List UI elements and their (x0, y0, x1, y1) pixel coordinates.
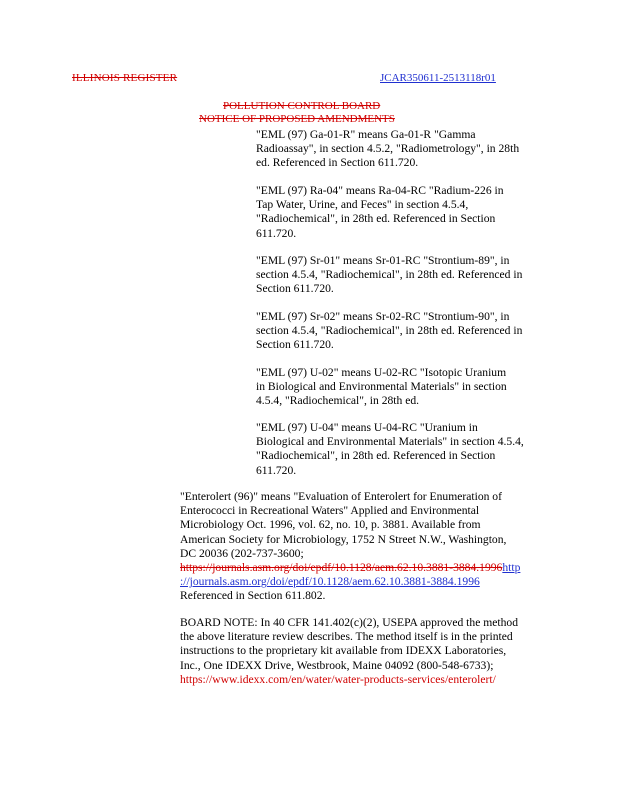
definition-line: 611.720. (256, 463, 297, 477)
definition-line: in Biological and Environmental Materials" in section (256, 380, 507, 394)
board-note (180, 616, 580, 687)
board-note-line: Inc., One IDEXX Drive, Westbrook, Maine 04092 (800-548-6733); (180, 658, 494, 672)
deleted-url-link[interactable]: https://journals.asm.org/doi/epdf/10.1128/aem.62.10.3881-3884.1996 (180, 561, 503, 575)
definition-eml-u-04 (256, 421, 556, 478)
definition-line: "EML (97) Sr-02" means Sr-02-RC "Strontium-90", in (256, 310, 510, 323)
definition-line: Radioassay", in section 4.5.2, "Radiometrology", in 28th (256, 142, 520, 156)
definition-line: "EML (97) Ga-01-R" means Ga-01-R "Gamma (256, 128, 476, 141)
definition-line: "Enterolert (96)" means "Evaluation of Enterolert for Enumeration of (180, 490, 502, 503)
definition-line: "EML (97) U-04" means U-04-RC "Uranium in (256, 421, 478, 434)
definition-eml-sr-01 (256, 254, 556, 297)
definition-line: section 4.5.4, "Radiochemical", in 28th ed. Referenced in (256, 324, 523, 338)
definition-line: "Radiochemical", in 28th ed. Referenced in Section (256, 212, 496, 226)
definition-line: "Radiochemical", in 28th ed. Referenced in Section (256, 449, 496, 463)
definition-line: "EML (97) Sr-01" means Sr-01-RC "Strontium-89", in (256, 254, 510, 267)
definition-line: Tap Water, Urine, and Feces" in section 4.5.4, (256, 198, 469, 212)
definition-line: section 4.5.4, "Radiochemical", in 28th ed. Referenced in (256, 268, 523, 282)
definition-line: ed. Referenced in Section 611.720. (256, 156, 419, 170)
definition-eml-ga-01 (256, 128, 556, 171)
definition-line: 4.5.4, "Radiochemical", in 28th ed. (256, 394, 420, 408)
reference-line: Referenced in Section 611.802. (180, 589, 326, 603)
inserted-url-link[interactable]: http (502, 561, 521, 575)
inserted-url-link-continued[interactable]: ://journals.asm.org/doi/epdf/10.1128/aem.62.10.3881-3884.1996 (180, 575, 480, 589)
definition-line: Biological and Environmental Materials" in section 4.5.4, (256, 435, 524, 449)
board-note-line: BOARD NOTE: In 40 CFR 141.402(c)(2), USEPA approved the method (180, 616, 519, 629)
definition-line: "EML (97) Ra-04" means Ra-04-RC "Radium-226 in (256, 184, 504, 197)
definition-line: Microbiology Oct. 1996, vol. 62, no. 10, p. 3881. Available from (180, 518, 481, 532)
definition-eml-sr-02 (256, 310, 556, 353)
notice-title: NOTICE OF PROPOSED AMENDMENTS (199, 113, 395, 125)
jcar-number: JCAR350611-2513118r01 (380, 72, 496, 84)
idexx-url-link[interactable]: https://www.idexx.com/en/water/water-products-services/enterolert/ (180, 672, 496, 686)
definition-line: 611.720. (256, 226, 297, 240)
register-title: ILLINOIS REGISTER (72, 72, 178, 84)
board-note-line: instructions to the proprietary kit available from IDEXX Laboratories, (180, 644, 507, 658)
definition-line: Section 611.720. (256, 282, 334, 296)
definition-line: Enterococci in Recreational Waters" Applied and Environmental (180, 504, 480, 518)
definition-enterolert (180, 490, 580, 604)
definition-line: "EML (97) U-02" means U-02-RC "Isotopic Uranium (256, 366, 507, 379)
board-name: POLLUTION CONTROL BOARD (223, 100, 381, 112)
board-note-line: the above literature review describes. The method itself is in the printed (180, 630, 513, 644)
definition-line: American Society for Microbiology, 1752 N Street N.W., Washington, (180, 532, 507, 546)
definition-eml-ra-04 (256, 184, 556, 241)
definition-line: DC 20036 (202-737-3600; (180, 546, 304, 560)
definition-eml-u-02 (256, 366, 556, 409)
definition-line: Section 611.720. (256, 338, 334, 352)
